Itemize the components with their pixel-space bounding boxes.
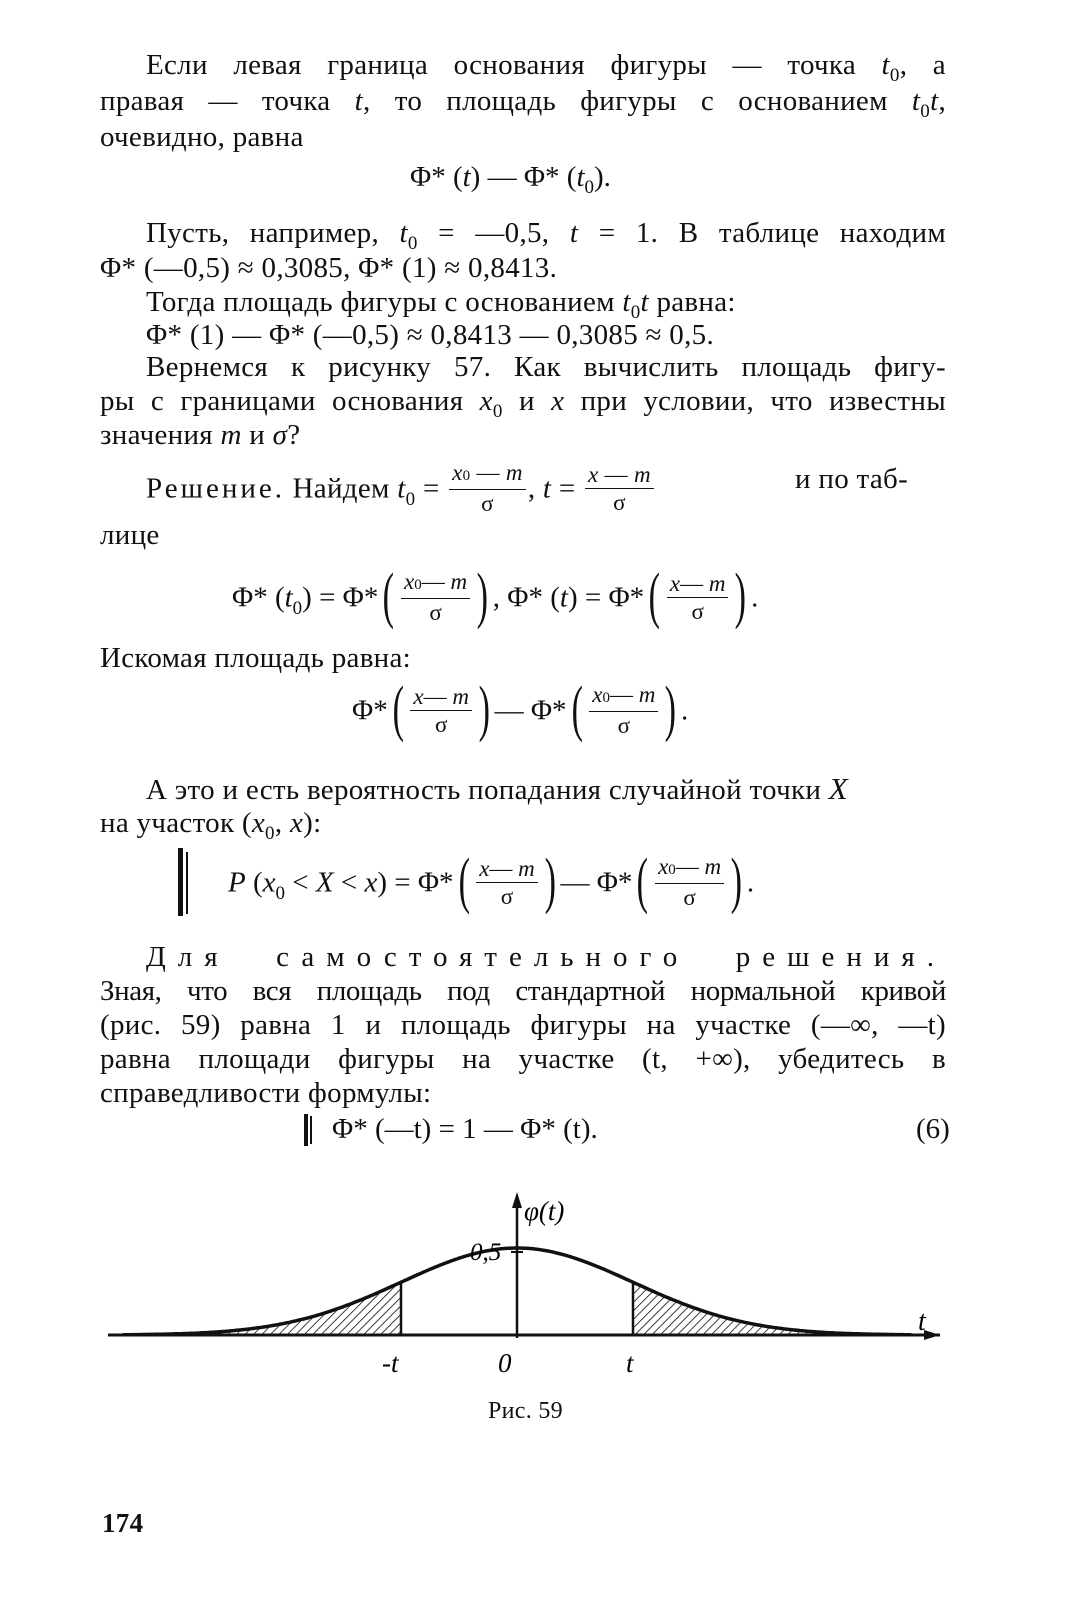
sought-area-text: Искомая площадь равна:: [100, 642, 412, 674]
solution-label: Решение.: [146, 472, 285, 505]
margin-bar-formula: [178, 848, 183, 916]
formula-area-difference: Φ*( $\frac{x— m}{\sigma}$ ) — Φ*( $\frac{x0— m}{\sigma}$ ) .: [352, 675, 689, 743]
self-study-line-3: (рис. 59) равна 1 и площадь фигуры на участке (—∞, —t): [100, 1009, 946, 1041]
paragraph-1-line-2: правая — точка t, то площадь фигуры с основанием $t_0t$,: [100, 85, 947, 122]
t-axis-arrow: [924, 1330, 940, 1340]
figure-59-normal-curve: [0, 1180, 1072, 1380]
paragraph-2-line-2: Φ* (—0,5) ≈ 0,3085, Φ* (1) ≈ 0,8413.: [100, 252, 558, 284]
x-axis-label: t: [918, 1306, 926, 1337]
self-study-line-5: справедливости формулы:: [100, 1077, 432, 1109]
solution-line-1: Решение. Найдем $t_0$ = $\frac{x0 — m}{\sigma}$ , t = $\frac{x — m}{\sigma}$: [146, 462, 656, 520]
paragraph-2-line-1: Пусть, например, $t_0$ = —0,5, t = 1. В таблице находим: [146, 217, 946, 254]
paragraph-4-line-3: значения m и σ?: [100, 419, 301, 451]
y-tick-label: 0,5: [470, 1239, 502, 1266]
formula-6-number: (6): [916, 1113, 950, 1145]
tick-label-neg-t: -t: [382, 1348, 399, 1378]
solution-line-2: лице: [100, 519, 160, 551]
tick-label-zero: 0: [498, 1348, 512, 1378]
figure-caption: Рис. 59: [488, 1398, 563, 1424]
formula-phi-t0-and-t: Φ* $(t_0) = \Phi*$( $\frac{x0— m}{\sigma}$ ) , Φ* (t) = Φ*( $\frac{x— m}{\sigma}$ ) .: [232, 562, 759, 630]
solution-line-1-tail: и по таб-: [795, 463, 909, 495]
fraction-t0: $\frac{x0 — m}{\sigma}$: [449, 460, 526, 518]
paragraph-3-line-2: Φ* (1) — Φ* (—0,5) ≈ 0,8413 — 0,3085 ≈ 0,5.: [146, 319, 715, 351]
formula-probability: P $(x_0 < X < x) = \Phi*$( $\frac{x— m}{\sigma}$ ) — Φ*( $\frac{x0— m}{\sigma}$ ) .: [228, 847, 755, 915]
self-study-heading: Для самостоятельного решения.: [146, 941, 946, 973]
formula-phi-difference: Φ* (t) — Φ* $(t_0)$.: [410, 161, 611, 198]
probability-line-2: на участок ($x_0$, x):: [100, 807, 322, 844]
margin-bar-formula-6-thin: [310, 1116, 312, 1144]
formula-6: Φ* (—t) = 1 — Φ* (t).: [332, 1113, 598, 1145]
paragraph-4-line-2: ры с границами основания $x_0$ и x при условии, что известны: [100, 385, 946, 422]
paragraph-4-line-1: Вернемся к рисунку 57. Как вычислить площадь фигу-: [146, 351, 946, 383]
margin-bar-formula-6: [304, 1114, 308, 1146]
self-study-line-4: равна площади фигуры на участке (t, +∞), убедитесь в: [100, 1043, 946, 1075]
fraction-t: $\frac{x — m}{\sigma}$: [585, 462, 654, 517]
phi-axis-arrow: [512, 1192, 522, 1208]
page-number: 174: [102, 1508, 144, 1538]
probability-line-1: А это и есть вероятность попадания случайной точки X: [146, 771, 848, 806]
paragraph-3-line-1: Тогда площадь фигуры с основанием $t_0t$ равна:: [146, 286, 736, 323]
self-study-line-2: Зная, что вся площадь под стандартной нормальной кривой: [100, 975, 946, 1007]
paragraph-1-line-3: очевидно, равна: [100, 121, 304, 153]
y-axis-label: φ(t): [524, 1196, 565, 1226]
paragraph-1-line-1: Если левая граница основания фигуры — точка $t_0$, а: [146, 49, 946, 86]
tick-label-t: t: [626, 1348, 634, 1378]
margin-bar-formula-thin: [186, 852, 188, 914]
